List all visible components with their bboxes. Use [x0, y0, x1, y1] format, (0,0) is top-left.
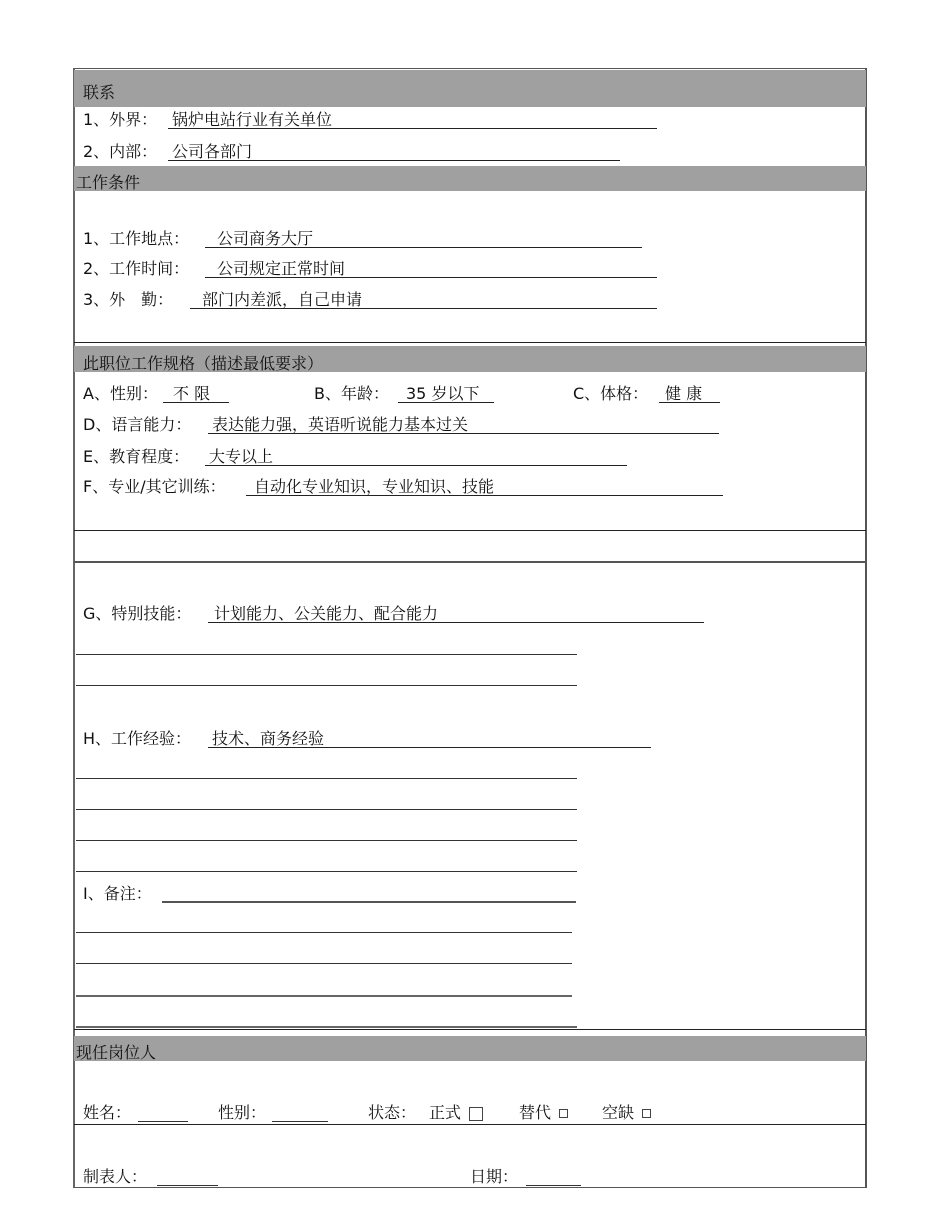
training-field[interactable]: 自动化专业知识，专业知识、技能	[246, 478, 723, 496]
age-req-label: B、年龄：	[314, 384, 389, 403]
age-req-field[interactable]: 35 岁以下	[398, 385, 494, 403]
internal-field[interactable]: 公司各部门	[168, 143, 620, 161]
location-label: 1、工作地点：	[83, 229, 190, 248]
status-option-label: 空缺	[602, 1103, 635, 1122]
status-option-substitute[interactable]	[519, 1103, 568, 1123]
section-header-conditions	[74, 166, 866, 191]
blank-line[interactable]	[76, 840, 577, 841]
blank-line[interactable]	[76, 654, 577, 655]
divider	[74, 530, 866, 531]
external-label: 1、外界：	[83, 110, 158, 129]
status-option-vacant[interactable]	[602, 1103, 651, 1123]
section-title: 现任岗位人	[76, 1043, 157, 1062]
date-field[interactable]	[526, 1185, 581, 1186]
language-field[interactable]: 表达能力强，英语听说能力基本过关	[208, 416, 719, 434]
physique-req-field[interactable]: 健 康	[659, 385, 720, 403]
divider	[74, 1029, 866, 1030]
language-label: D、语言能力：	[83, 415, 192, 434]
section-header-contacts	[74, 70, 866, 107]
remarks-field[interactable]	[162, 901, 576, 903]
field-work-field[interactable]: 部门内差派，自己申请	[190, 291, 657, 309]
blank-line[interactable]	[76, 963, 572, 964]
education-field[interactable]: 大专以上	[205, 448, 627, 466]
location-field[interactable]: 公司商务大厅	[205, 230, 642, 248]
name-field[interactable]	[138, 1121, 188, 1122]
preparer-label: 制表人：	[83, 1167, 148, 1186]
status-option-label: 替代	[519, 1103, 552, 1122]
time-label: 2、工作时间：	[83, 259, 190, 278]
gender-req-label: A、性别：	[83, 384, 158, 403]
education-label: E、教育程度：	[83, 447, 190, 466]
checkbox-icon[interactable]	[469, 1107, 483, 1121]
internal-label: 2、内部：	[83, 142, 158, 161]
remarks-label: I、备注：	[83, 884, 152, 903]
section-title: 联系	[83, 83, 116, 102]
gender-req-field[interactable]: 不 限	[163, 385, 229, 403]
blank-line[interactable]	[76, 995, 572, 997]
section-header-incumbent	[74, 1036, 866, 1061]
blank-line[interactable]	[76, 932, 572, 933]
section-header-spec	[74, 346, 866, 372]
divider	[74, 1124, 866, 1125]
status-option-formal[interactable]	[429, 1103, 483, 1123]
preparer-field[interactable]	[157, 1185, 218, 1186]
blank-line[interactable]	[76, 871, 577, 872]
checkbox-icon[interactable]	[642, 1109, 651, 1118]
date-label: 日期：	[470, 1167, 519, 1186]
gender-label: 性别：	[218, 1103, 267, 1122]
checkbox-icon[interactable]	[559, 1109, 568, 1118]
experience-label: H、工作经验：	[83, 729, 192, 748]
divider	[74, 561, 866, 563]
experience-field[interactable]: 技术、商务经验	[208, 730, 651, 748]
blank-line[interactable]	[76, 685, 577, 686]
skills-label: G、特别技能：	[83, 604, 192, 623]
external-field[interactable]: 锅炉电站行业有关单位	[168, 111, 657, 129]
divider	[74, 342, 866, 343]
status-option-label: 正式	[429, 1103, 462, 1122]
status-label: 状态：	[368, 1103, 417, 1122]
physique-req-label: C、体格：	[573, 384, 649, 403]
section-title: 工作条件	[76, 173, 141, 192]
time-field[interactable]: 公司规定正常时间	[205, 260, 657, 278]
name-label: 姓名：	[83, 1103, 132, 1122]
section-title: 此职位工作规格（描述最低要求）	[83, 354, 324, 373]
training-label: F、专业/其它训练：	[83, 477, 226, 496]
blank-line[interactable]	[76, 809, 577, 810]
blank-line[interactable]	[76, 1026, 577, 1028]
gender-field[interactable]	[272, 1121, 328, 1122]
skills-field[interactable]: 计划能力、公关能力、配合能力	[208, 605, 704, 623]
field-work-label: 3、外 勤：	[83, 290, 174, 309]
blank-line[interactable]	[76, 778, 577, 779]
